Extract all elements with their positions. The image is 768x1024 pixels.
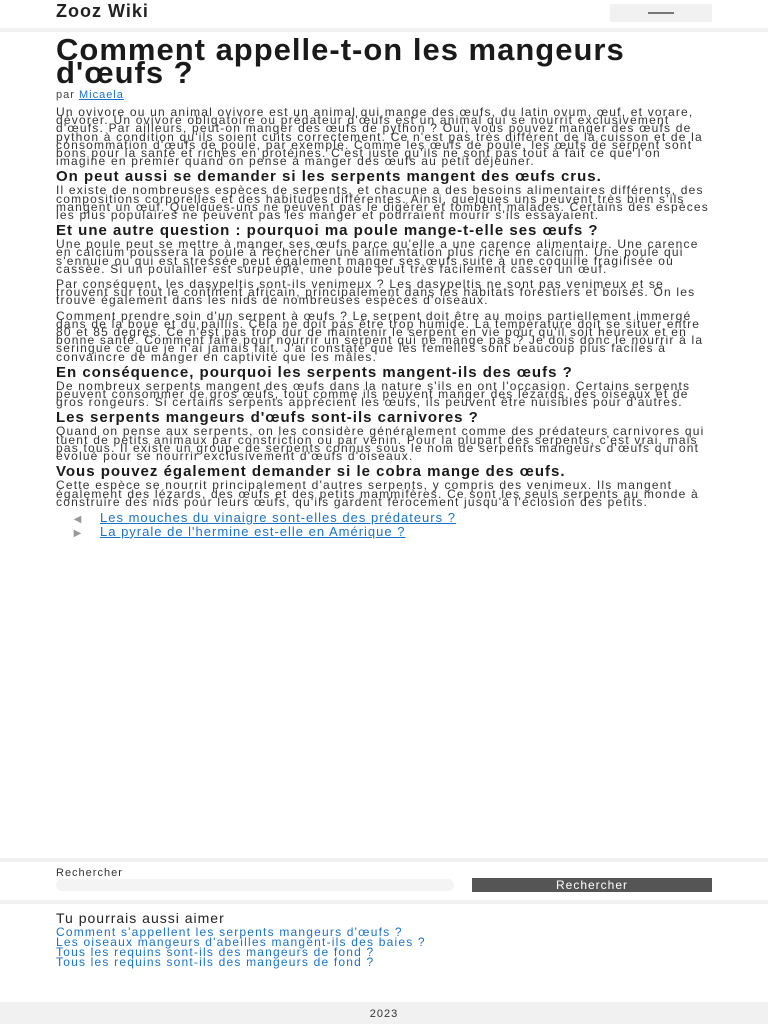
next-post	[56, 523, 712, 539]
prev-arrow-icon: ◀	[73, 513, 83, 525]
section-heading: En conséquence, pourquoi les serpents mangent-ils des œufs ?	[56, 363, 573, 381]
article-body	[56, 105, 712, 509]
byline-prefix: par	[56, 89, 75, 101]
author-link[interactable]: Micaela	[78, 89, 124, 101]
article-content	[56, 32, 712, 541]
search-button[interactable]: Rechercher	[472, 878, 712, 892]
section-heading: Les serpents mangeurs d'œufs sont-ils carnivores ?	[56, 409, 479, 427]
site-title[interactable]: Zooz Wiki	[56, 1, 149, 21]
next-arrow-icon: ▶	[73, 527, 83, 539]
hamburger-icon	[648, 12, 674, 14]
site-header	[0, 0, 768, 28]
list-item	[56, 955, 696, 969]
article	[0, 32, 768, 858]
paragraph: Il existe de nombreuses espèces de serpents, et chacune a des besoins alimentaires différents, des compositions corporelles et des habitudes différentes. Ainsi, quelques uns peuvent très bien s'ils mangent un œuf. Quelques-uns ne peuvent pas le digérer et tombent malades. Certains des espèces les plus populaires ne peuvent pas les manger et pourraient mourir s'ils essayaient.	[56, 183, 709, 223]
related-link[interactable]: Tous les requins sont-ils des mangeurs de fond ?	[56, 945, 375, 959]
prev-post	[56, 509, 712, 525]
related-title: Tu pourrais aussi aimer	[56, 910, 225, 926]
paragraph: Comment prendre soin d'un serpent à œufs ? Le serpent doit être au moins partiellement immergé dans de la boue et du paillis. Cela ne doit pas être trop humide. La température doit se situer entre 80 et 85 degrés. Ce n'est pas trop dur de maintenir le serpent en vie pour qu'il soit heureux et en bonne santé. Comment faire pour nourrir un serpent qui ne mange pas ? Je dois donc le nourrir à la seringue ce que je n'ai jamais fait. J'ai constaté que les femelles sont beaucoup plus faciles à convaincre de manger en captivité que les mâles.	[56, 308, 704, 364]
related-link[interactable]: Les oiseaux mangeurs d'abeilles mangent-ils des baies ?	[56, 935, 426, 949]
byline	[56, 89, 712, 101]
search-label: Rechercher	[56, 867, 123, 879]
search-widget	[0, 862, 768, 900]
paragraph: Par conséquent, les dasypeltis sont-ils venimeux ? Les dasypeltis ne sont pas venimeux et se trouvent sur tout le continent africain, principalement dans les habitats forestiers et boisés. On les trouve également dans les nids de nombreuses espèces d'oiseaux.	[56, 277, 696, 308]
next-post-link[interactable]: La pyrale de l'hermine est-elle en Amérique ?	[100, 523, 406, 539]
prev-post-link[interactable]: Les mouches du vinaigre sont-elles des prédateurs ?	[100, 509, 456, 525]
section-heading: Vous pouvez également demander si le cobra mange des œufs.	[56, 463, 566, 481]
related-link[interactable]: Comment s'appellent les serpents mangeurs d'œufs ?	[56, 925, 403, 939]
paragraph: De nombreux serpents mangent des œufs dans la nature s'ils en ont l'occasion. Certains serpents peuvent consommer de gros œufs, tout comme ils peuvent manger des lézards, des oiseaux et de gros rongeurs. Si certains serpents apprécient les œufs, ils peuvent être nuisibles pour d'autres.	[56, 378, 691, 410]
section-heading: On peut aussi se demander si les serpents mangent des œufs crus.	[56, 168, 602, 186]
section-heading: Et une autre question : pourquoi ma poule mange-t-elle ses œufs ?	[56, 222, 599, 240]
menu-button[interactable]	[610, 4, 712, 22]
article-title: Comment appelle-t-on les mangeurs d'œufs ?	[56, 32, 625, 90]
paragraph: Un ovivore ou un animal ovivore est un animal qui mange des œufs, du latin ovum, œuf, et vorare, dévorer. Un ovivore obligatoire ou prédateur d'œufs est un animal qui se nourrit exclusivement d'œufs. Par ailleurs, peut-on manger des œufs de python ? Oui, vous pouvez manger des œufs de python à condition qu'ils soient cuits correctement. Ce n'est pas très différent de la cuisson et de la consommation d'œufs de poule, par exemple. Comme les œufs de poule, les œufs de serpent sont bons pour la santé et riches en protéines. C'est juste qu'ils ne sont pas tout à fait ce que l'on imagine en premier quand on pense à manger des œufs au petit déjeuner.	[56, 105, 703, 169]
paragraph: Quand on pense aux serpents, on les considère généralement comme des prédateurs carnivores qui tuent de petits animaux par constriction ou par venin. Pour la plupart des serpents, c'est vrai, mais pas tous. Il existe un groupe de serpents connus sous le nom de serpents mangeurs d'œufs qui ont évolué pour se nourrir exclusivement d'œufs d'oiseaux.	[56, 424, 705, 464]
footer: 2023	[369, 1008, 399, 1020]
search-input[interactable]	[56, 879, 454, 891]
related-list	[56, 925, 696, 969]
related-posts	[0, 904, 768, 1002]
paragraph: Une poule peut se mettre à manger ses œufs parce qu'elle a une carence alimentaire. Une carence en calcium poussera la poule à rechercher une alimentation plus riche en calcium. Une poule qui s'ennuie ou qui est stressée peut également manger ses œufs suite à une coquille fragilisée ou cassée. Si un poulailler est surpeuplé, une poule peut très facilement casser un œuf.	[56, 237, 699, 276]
post-navigation	[56, 509, 712, 539]
paragraph: Cette espèce se nourrit principalement d'autres serpents, y compris des venimeux. Ils mangent également des lézards, des œufs et des petits mammifères. Ce sont les seuls serpents au monde à construire des nids pour leurs œufs, qu'ils gardent férocement jusqu'à l'éclosion des petits.	[56, 478, 699, 509]
related-link[interactable]: Tous les requins sont-ils des mangeurs de fond ?	[56, 955, 375, 969]
